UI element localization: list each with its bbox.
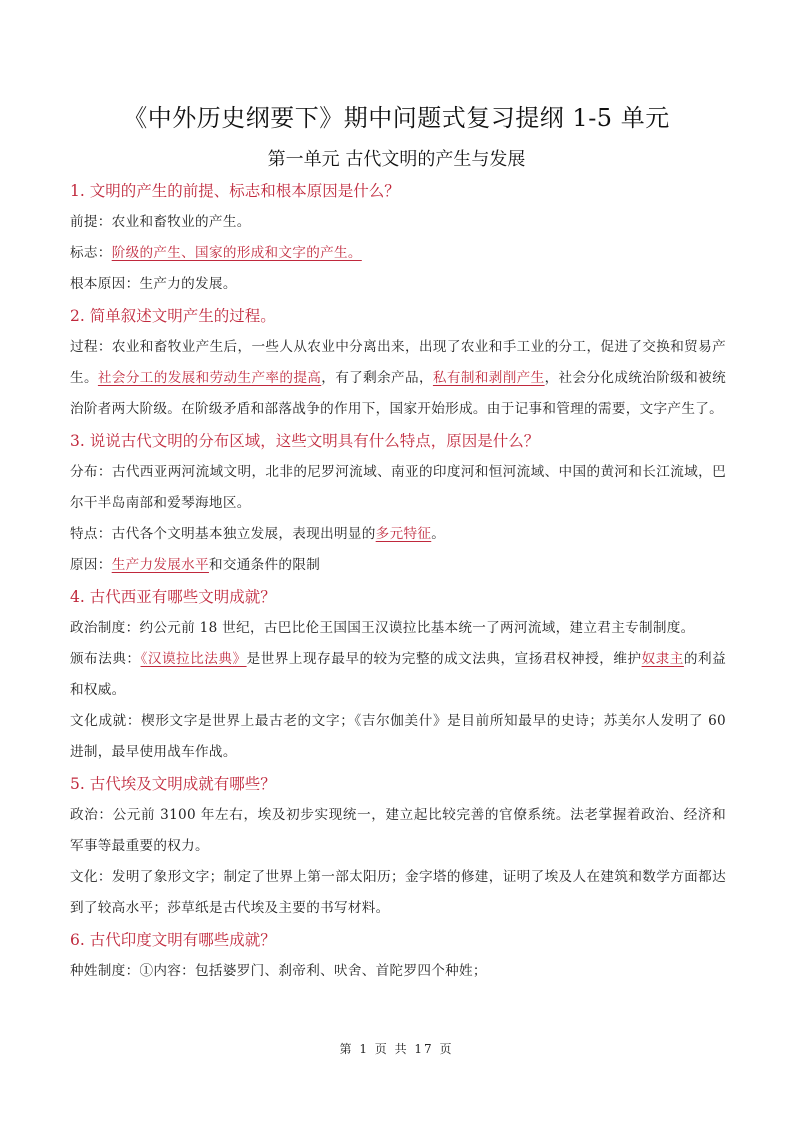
key-point-underlined: 多元特征	[375, 526, 432, 542]
question-heading	[70, 425, 726, 457]
text-segment: 特点：古代各个文明基本独立发展，表现出明显的	[70, 526, 376, 542]
question-heading	[70, 581, 726, 613]
question-heading	[70, 300, 726, 332]
key-point-underlined: 生产力发展水平	[111, 557, 209, 573]
page-footer: 第 1 页 共 17 页	[339, 1042, 454, 1056]
text-segment: 和交通条件的限制	[208, 557, 321, 573]
answer-paragraph	[70, 956, 726, 987]
text-segment: 根本原因：生产力的发展。	[70, 276, 237, 292]
key-point-underlined: 社会分工的发展和劳动生产率的提高	[97, 370, 322, 386]
answer-paragraph	[70, 644, 726, 706]
text-segment: 。	[431, 526, 446, 542]
answer-paragraph	[70, 519, 726, 550]
text-segment: 分布：古代西亚两河流域文明，北非的尼罗河流域、南亚的印度河和恒河流域、中国的黄河和长江流域，巴尔干半岛南部和爱琴海地区。	[70, 464, 726, 511]
text-segment: 标志：	[70, 245, 112, 261]
key-point-underlined: 《汉谟拉比法典》	[140, 651, 247, 667]
document-title: 《中外历史纲要下》期中问题式复习提纲 1-5 单元	[123, 104, 670, 132]
text-segment: ，社会分化成统治阶级和被统治阶者两大阶级。在阶级矛盾和部落战争的作用下，国家开始形成。由于记事和管理的需要，文字产生了。	[70, 370, 726, 417]
question-heading	[70, 924, 726, 956]
document-body	[70, 175, 726, 987]
text-segment: 4. 古代西亚有哪些文明成就？	[70, 588, 276, 606]
text-segment: 是世界上现存最早的较为完整的成文法典，宣扬君权神授，维护	[246, 651, 642, 667]
answer-paragraph	[70, 332, 726, 425]
answer-paragraph	[70, 800, 726, 862]
unit-heading: 第一单元 古代文明的产生与发展	[267, 149, 526, 170]
text-segment: 5. 古代埃及文明成就有哪些？	[70, 775, 276, 793]
answer-paragraph	[70, 550, 726, 581]
text-segment: ，有了剩余产品，	[321, 370, 433, 386]
text-segment: 文化成就：楔形文字是世界上最古老的文字；《吉尔伽美什》是目前所知最早的史诗；苏美尔人发明了 60 进制，最早使用战车作战。	[70, 713, 726, 760]
answer-paragraph	[70, 269, 726, 300]
key-point-underlined: 奴隶主	[641, 651, 684, 667]
key-point-underlined: 私有制和剥削产生	[432, 370, 545, 386]
text-segment: 1. 文明的产生的前提、标志和根本原因是什么？	[70, 182, 400, 200]
text-segment: 的利益和权威。	[70, 651, 726, 698]
question-heading	[70, 768, 726, 800]
text-segment: 文化：发明了象形文字；制定了世界上第一部太阳历；金字塔的修建，证明了埃及人在建筑和数学方面都达到了较高水平；莎草纸是古代埃及主要的书写材料。	[70, 869, 726, 916]
text-segment: 过程：农业和畜牧业产生后，一些人从农业中分离出来，出现了农业和手工业的分工，促进了交换和贸易产生。	[70, 339, 726, 386]
answer-paragraph	[70, 207, 726, 238]
text-segment: 政治制度：约公元前 18 世纪，古巴比伦王国国王汉谟拉比基本统一了两河流域，建立君主专制制度。	[70, 620, 695, 636]
text-segment: 政治：公元前 3100 年左右，埃及初步实现统一，建立起比较完善的官僚系统。法老掌握着政治、经济和军事等最重要的权力。	[70, 807, 726, 854]
answer-paragraph	[70, 613, 726, 644]
answer-paragraph	[70, 457, 726, 519]
text-segment: 前提：农业和畜牧业的产生。	[70, 214, 251, 230]
answer-paragraph	[70, 862, 726, 924]
text-segment: 原因：	[70, 557, 112, 573]
text-segment: 颁布法典：	[70, 651, 141, 667]
text-segment: 种姓制度：①内容：包括婆罗门、刹帝利、吠舍、首陀罗四个种姓；	[70, 963, 487, 979]
key-point-underlined: 阶级的产生、国家的形成和文字的产生。	[111, 245, 362, 261]
answer-paragraph	[70, 238, 726, 269]
text-segment: 2. 简单叙述文明产生的过程。	[70, 307, 276, 325]
question-heading	[70, 175, 726, 207]
text-segment: 3. 说说古代文明的分布区域，这些文明具有什么特点，原因是什么？	[70, 432, 540, 450]
answer-paragraph	[70, 706, 726, 768]
text-segment: 6. 古代印度文明有哪些成就？	[70, 931, 276, 949]
